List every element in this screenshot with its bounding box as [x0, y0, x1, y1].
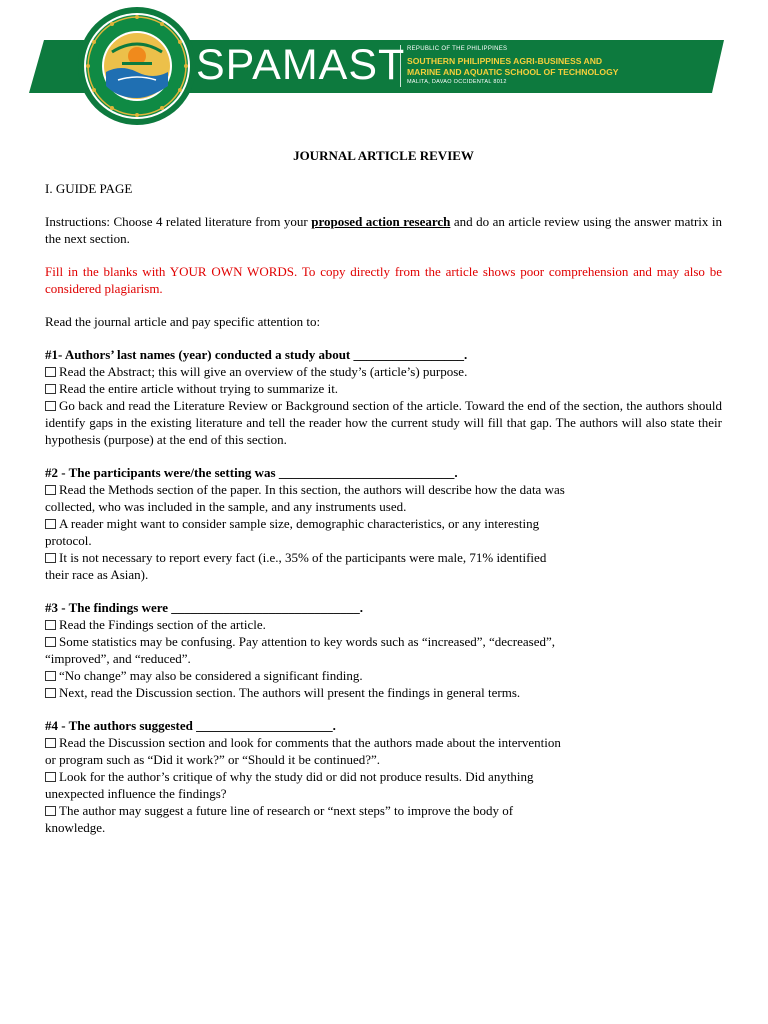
header-banner	[0, 0, 768, 140]
bullet-text: Read the Findings section of the article.	[59, 617, 266, 632]
checkbox-icon	[45, 671, 56, 681]
checkbox-icon	[45, 485, 56, 495]
bullet-continuation: collected, who was included in the sample, and any instruments used.	[45, 499, 407, 514]
school-name-line1: SOUTHERN PHILIPPINES AGRI-BUSINESS AND	[407, 56, 603, 66]
bullet-text: Next, read the Discussion section. The authors will present the findings in general terms.	[59, 685, 521, 700]
bullet-text: It is not necessary to report every fact (i.e., 35% of the participants were male, 71% identified	[59, 550, 547, 565]
bullet-text: Read the Methods section of the paper. In this section, the authors will describe how the data was	[59, 482, 565, 497]
instructions-text: Instructions: Choose 4 related literature from your	[45, 214, 312, 229]
bullet-text: Some statistics may be confusing. Pay attention to key words such as “increased”, “decreased”,	[59, 634, 556, 649]
school-name-line2: MARINE AND AQUATIC SCHOOL OF TECHNOLOGY	[407, 67, 619, 77]
section-1-heading: #1- Authors’ last names (year) conducted a study about _________________.	[45, 347, 468, 362]
bullet-continuation: unexpected influence the findings?	[45, 786, 227, 801]
checkbox-icon	[45, 806, 56, 816]
section-2-heading: #2 - The participants were/the setting was ___________________________.	[45, 465, 458, 480]
checkbox-icon	[45, 367, 56, 377]
bullet-text: “No change” may also be considered a significant finding.	[59, 668, 363, 683]
section-3-bullet	[45, 616, 722, 633]
section-3-bullet	[45, 633, 722, 650]
bullet-text: Read the Discussion section and look for comments that the authors made about the intervention	[59, 735, 561, 750]
bullet-continuation: or program such as “Did it work?” or “Should it be continued?”.	[45, 752, 381, 767]
checkbox-icon	[45, 519, 56, 529]
checkbox-icon	[45, 620, 56, 630]
section-heading: I. GUIDE PAGE	[45, 181, 133, 196]
bullet-text: Read the entire article without trying to summarize it.	[59, 381, 339, 396]
read-intro: Read the journal article and pay specific attention to:	[45, 314, 321, 329]
bullet-continuation: “improved”, and “reduced”.	[45, 651, 191, 666]
checkbox-icon	[45, 401, 56, 411]
checkbox-icon	[45, 738, 56, 748]
checkbox-icon	[45, 772, 56, 782]
section-1-bullet	[45, 363, 722, 380]
brand-name: SPAMAST	[196, 41, 406, 89]
checkbox-icon	[45, 384, 56, 394]
section-4-heading: #4 - The authors suggested _____________________.	[45, 718, 336, 733]
bullet-continuation: knowledge.	[45, 820, 106, 835]
republic-label: REPUBLIC OF THE PHILIPPINES	[407, 46, 508, 52]
bullet-text: Go back and read the Literature Review or Background section of the article. Toward the end of the section, the authors should identify gaps in the existing literature and tell the reader how the current study will fill that gap. The authors will also state their hypothesis (purpose) at the end of this section.	[45, 398, 722, 447]
section-3-heading: #3 - The findings were _____________________________.	[45, 600, 364, 615]
section-2-bullet	[45, 481, 722, 498]
bullet-text: Read the Abstract; this will give an overview of the study’s (article’s) purpose.	[59, 364, 468, 379]
bullet-continuation: protocol.	[45, 533, 92, 548]
section-4-bullet	[45, 734, 722, 751]
plagiarism-warning: Fill in the blanks with YOUR OWN WORDS. To copy directly from the article shows poor comprehension and may also be considered plagiarism.	[45, 264, 722, 296]
section-3-bullet	[45, 684, 722, 701]
checkbox-icon	[45, 637, 56, 647]
section-2-bullet	[45, 549, 722, 566]
document-body	[45, 147, 722, 836]
section-4-bullet	[45, 802, 722, 819]
section-1-bullet	[45, 397, 722, 448]
bullet-continuation: their race as Asian).	[45, 567, 149, 582]
section-1-bullet	[45, 380, 722, 397]
instructions-emphasis: proposed action research	[311, 214, 451, 229]
section-3-bullet	[45, 667, 722, 684]
instructions	[45, 213, 722, 247]
section-2-bullet	[45, 515, 722, 532]
checkbox-icon	[45, 688, 56, 698]
school-name	[407, 56, 619, 78]
instructions-text-end: and do an article review using the answer matrix in the next section.	[45, 214, 723, 246]
bullet-text: A reader might want to consider sample size, demographic characteristics, or any interesting	[59, 516, 540, 531]
school-address: MALITA, DAVAO OCCIDENTAL 8012	[407, 79, 507, 85]
document-title: JOURNAL ARTICLE REVIEW	[293, 148, 474, 163]
section-4-bullet	[45, 768, 722, 785]
bullet-text: The author may suggest a future line of research or “next steps” to improve the body of	[59, 803, 514, 818]
checkbox-icon	[45, 553, 56, 563]
bullet-text: Look for the author’s critique of why the study did or did not produce results. Did anything	[59, 769, 534, 784]
